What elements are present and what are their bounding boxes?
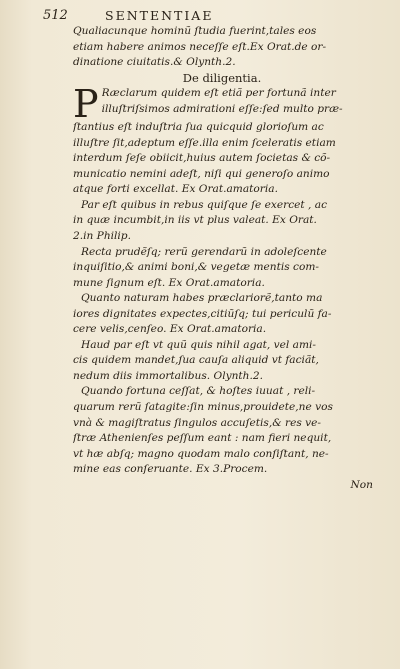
- page-number: 512: [43, 8, 68, 23]
- text-line: mune ſignum eſt. Ex Orat.amatoria.: [73, 276, 265, 289]
- text-line: etiam habere animos neceſſe eſt.Ex Orat.de or-: [73, 40, 327, 53]
- text-line: cis quidem mandet,ſua cauſa aliquid vt faciãt,: [73, 354, 319, 367]
- text-block: [73, 24, 381, 493]
- text-line: in quæ incumbit,in iis vt plus valeat. Ex Orat.: [73, 214, 317, 227]
- text-line: ſtræ Athenienſes peſſum eant : nam fieri nequit,: [73, 432, 332, 445]
- text-line: illuſtre ſit,adeptum eſſe.illa enim ſceleratis etiam: [73, 136, 336, 149]
- text-line: Haud par eſt vt quũ quis nihil agat, vel ami-: [81, 338, 316, 351]
- text-line: mine eas conſeruante. Ex 3.Procem.: [73, 463, 268, 476]
- text-line: cere velis,cenſeo. Ex Orat.amatoria.: [73, 323, 267, 336]
- catchword: Non: [350, 478, 373, 491]
- text-line: Ræclarum quidem eſt etiã per fortunã inter: [101, 87, 336, 100]
- text-line: dinatione ciuitatis.& Olynth.2.: [73, 56, 236, 69]
- text-line: Recta prudẽſq; rerũ gerendarũ in adoleſcente: [81, 245, 327, 258]
- text-line: atque forti excellat. Ex Orat.amatoria.: [73, 183, 278, 196]
- text-line: inquiſitio,& animi boni,& vegetæ mentis com-: [73, 261, 319, 274]
- text-line: iores dignitates expectes,citiũſq; tui periculũ fa-: [73, 307, 332, 320]
- text-line: interdum ſeſe obiicit,huius autem ſocietas & cõ-: [73, 152, 331, 165]
- text-line: ſtantius eſt induſtria ſua quicquid glorioſum ac: [73, 121, 324, 134]
- text-line: nedum diis immortalibus. Olynth.2.: [73, 369, 263, 382]
- text-line: illuſtriſsimos admirationi eſſe:ſed multo præ-: [101, 102, 343, 115]
- text-line: vt hæ abſq; magno quodam malo conſiſtant, ne-: [73, 447, 329, 460]
- section-heading: De diligentia.: [182, 70, 262, 85]
- text-line: Quanto naturam habes præclariorẽ,tanto ma: [81, 292, 323, 305]
- text-line: 2.in Philip.: [73, 230, 131, 243]
- text-line: vnà & magiſtratus ſingulos accuſetis,& res ve-: [73, 416, 321, 429]
- running-head: SENTENTIAE: [105, 8, 214, 23]
- text-line: municatio nemini adeſt, niſi qui generoſo animo: [73, 167, 330, 180]
- text-line: Qualiacunque hominũ ſtudia fuerint,tales eos: [73, 25, 317, 37]
- text-line: quarum rerũ ſatagite:ſin minus,prouidete,ne vos: [73, 401, 333, 414]
- paragraph-diligentia: [73, 82, 381, 198]
- text-line: Par eſt quibus in rebus quiſque ſe exercet , ac: [81, 198, 328, 211]
- drop-cap: P: [73, 82, 99, 127]
- text-line: Quando fortuna ceſſat, & hoſtes iuuat , reli-: [81, 385, 316, 398]
